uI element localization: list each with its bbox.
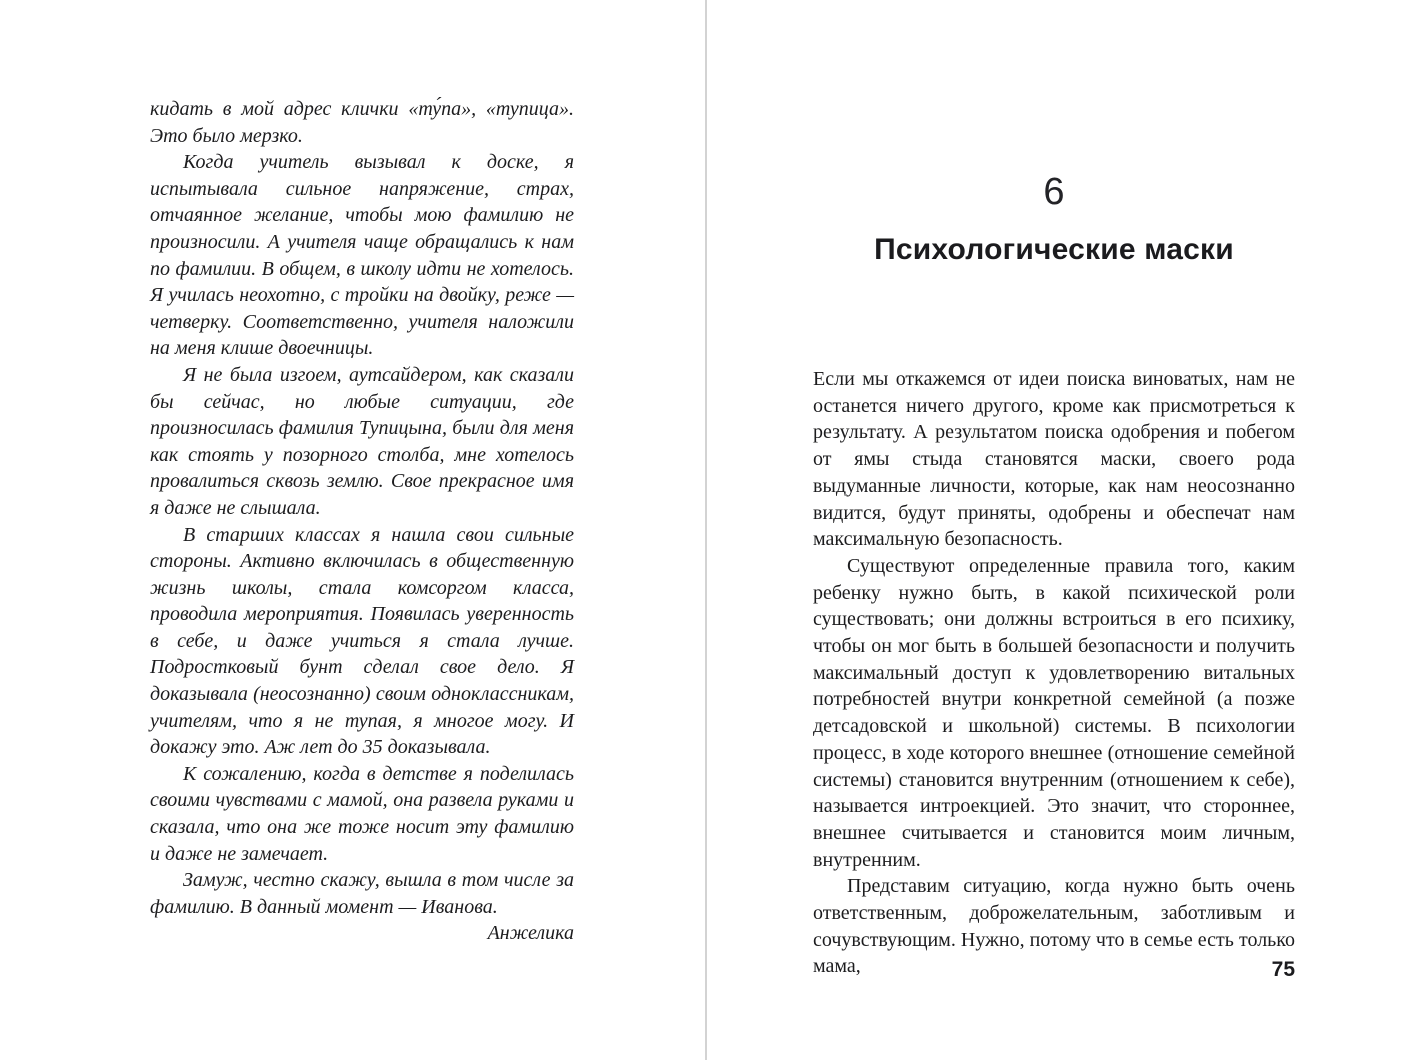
right-page-text-block — [813, 366, 1295, 980]
body-paragraph: Если мы откажемся от идеи поиска виноватых, нам не останется ничего другого, кроме как присмотреться к результату. А результатом поиска одобрения и побегом от ямы стыда становятся маски, своего рода выдуманные личности, которые, как нам неосознанно видится, будут приняты, одобрены и обеспечат нам максимальную безопасность. — [813, 368, 1295, 551]
left-page-text-block — [150, 96, 574, 947]
chapter-title: Психологические маски — [874, 233, 1234, 266]
letter-paragraph: Я не была изгоем, аутсайдером, как сказали бы сейчас, но любые ситуации, где произносилась фамилия Тупицына, были для меня как стоять у позорного столба, мне хотелось провалиться сквозь землю. Свое прекрасное имя я даже не слышала. — [150, 363, 574, 519]
page-gutter-divider — [705, 0, 707, 1060]
letter-paragraph: В старших классах я нашла свои сильные стороны. Активно включилась в общественную жизнь школы, стала комсоргом класса, проводила мероприятия. Появилась уверенность в себе, и даже учиться я стала лучше. Подростковый бунт сделал свое дело. Я доказывала (неосознанно) своим одноклассникам, учителям, что я не тупая, я многое могу. И докажу это. Аж лет до 35 доказывала. — [150, 523, 574, 759]
page-number: 75 — [1271, 958, 1295, 981]
right-page — [813, 0, 1295, 1060]
body-paragraph: Представим ситуацию, когда нужно быть очень ответственным, доброжелательным, заботливым и сочувствующим. Нужно, потому что в семье есть только мама, — [813, 875, 1295, 978]
letter-paragraph: Замуж, честно скажу, вышла в том числе за фамилию. В данный момент — Иванова. — [150, 869, 574, 918]
chapter-number: 6 — [1043, 171, 1065, 213]
letter-paragraph: К сожалению, когда в детстве я поделилась своими чувствами с мамой, она развела руками и сказала, что она же тоже носит эту фамилию и даже не замечает. — [150, 762, 574, 865]
letter-signature: Анжелика — [487, 922, 574, 945]
body-paragraph: Существуют определенные правила того, каким ребенку нужно быть, в какой психической роли существовать; они должны встроиться в его психику, чтобы он мог быть в большей безопасности и получить максимальный доступ к удовлетворению витальных потребностей внутри конкретной семейной (а позже детсадовской и школьной) системы. В психологии процесс, в ходе которого внешнее (отношение семейной системы) становится внутренним (отношением к себе), называется интроекцией. Это значит, что стороннее, внешнее считывается и становится моим личным, внутренним. — [813, 554, 1295, 871]
letter-paragraph: кидать в мой адрес клички «ту́па», «тупица». Это было мерзко. — [150, 98, 574, 147]
letter-paragraph: Когда учитель вызывал к доске, я испытывала сильное напряжение, страх, отчаянное желание, чтобы мою фамилию не произносили. А учителя чаще обращались к нам по фамилии. В общем, в школу идти не хотелось. Я училась неохотно, с тройки на двойку, реже — четверку. Соответственно, учителя наложили на меня клише двоечницы. — [150, 151, 574, 360]
